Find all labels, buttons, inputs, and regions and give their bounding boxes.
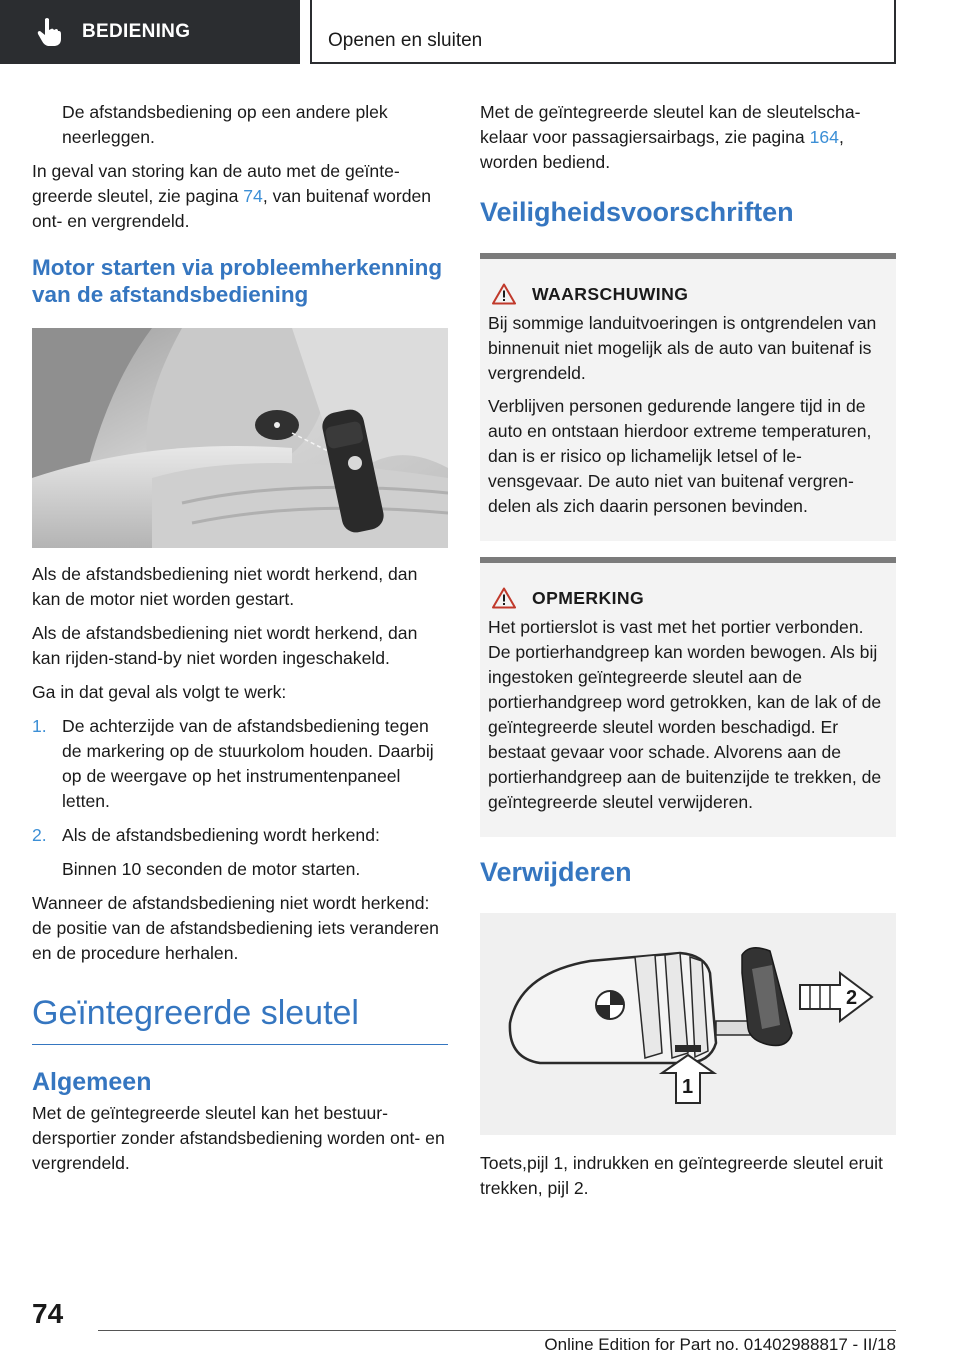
integrated-key-illustration [480,913,896,1135]
note-title: OPMERKING [532,587,645,608]
paragraph: De afstandsbediening op een andere plek neerleggen. [62,102,388,147]
text: , worden bediend. [480,127,844,172]
right-column [480,100,896,1210]
warning-title: WAARSCHUWING [532,283,689,304]
step-number: 2. [32,825,47,845]
paragraph [32,159,448,234]
paragraph: Binnen 10 seconden de motor starten. [62,859,361,879]
step-text: De achterzijde van de afstandsbediening tegen de markering op de stuurkolom houden. Daarbij op de weergave op het instrumentenpaneel letten. [62,716,434,811]
footer-divider [98,1330,896,1331]
heading-verwijderen: Verwijderen [480,857,632,887]
warning-triangle-icon [492,283,516,305]
paragraph: Bij sommige landuitvoeringen is ontgrendelen van binnenuit niet mogelijk als de auto van buitenaf is vergrendeld. [488,313,877,383]
text: In geval van storing kan de auto met de geïntegreerde sleutel, zie pagina [32,161,400,206]
paragraph [480,100,896,175]
paragraph: Ga in dat geval als volgt te werk: [32,682,287,702]
paragraph: Verblijven personen gedurende langere tijd in de auto en ontstaan hierdoor extreme temperaturen, dan is er risico op lichamelijk letsel of levensgevaar. De auto niet van buitenaf vergrendelen als zich daarin personen bevinden. [488,396,872,516]
heading-algemeen: Algemeen [32,1068,152,1096]
footer-edition: Online Edition for Part no. 01402988817 - II/18 [544,1335,896,1354]
note-header [488,587,888,609]
paragraph: Als de afstandsbediening niet wordt herkend, dan kan de motor niet worden gestart. [32,564,418,609]
warning-header [488,283,888,305]
paragraph: Het portierslot is vast met het portier verbonden. De portierhandgreep kan worden bewogen. Als bij ingestoken geïntegreerde sleutel aan de portierhandgreep word getrokken, kan de lak of de geïntegreerde sleutel worden beschadigd. Er bestaat gevaar voor schade. Alvorens aan de portierhandgreep aan de buitenzijde te trekken, de geïntegreerde sleutel verwijderen. [488,617,882,812]
page-link-74[interactable]: 74 [243,186,263,206]
warning-box [480,253,896,541]
step-number: 1. [32,716,47,736]
arrow-label-2: 2 [846,987,858,1009]
paragraph: Als de afstandsbediening niet wordt herkend, dan kan rijden-stand-by niet worden ingeschakeld. [32,623,418,668]
section-label: BEDIENING [82,21,191,42]
left-column [32,100,448,1185]
step-text: Als de afstandsbediening wordt herkend: [62,825,380,845]
chapter-title: Openen en sluiten [328,30,483,51]
arrow-label-1: 1 [682,1076,694,1098]
list-item [32,823,448,848]
header-chapter-box [310,0,896,64]
paragraph: Wanneer de afstandsbediening niet wordt herkend: de positie van de afstandsbediening iets veranderen en de procedure herhalen. [32,893,439,963]
warning-triangle-icon [492,587,516,609]
header-section-bar [0,0,300,64]
touch-hand-icon [36,17,62,47]
note-box [480,557,896,837]
steering-column-photo [32,328,448,548]
heading-geintegreerde-sleutel: Geïntegreerde sleutel [32,992,448,1045]
text: , van buitenaf worden ont- en vergrendeld. [32,186,432,231]
paragraph: Met de geïntegreerde sleutel kan het bestuurdersportier zonder afstandsbediening worden ont- en vergrendeld. [32,1103,445,1173]
page-link-164[interactable]: 164 [809,127,839,147]
list-item [32,714,448,814]
page-number: 74 [32,1298,64,1329]
heading-motor-starten: Motor starten via probleemherkenning van de afstandsbediening [32,255,443,307]
paragraph: Toets,pijl 1, indrukken en geïntegreerde sleutel eruit trekken, pijl 2. [480,1153,883,1198]
text: Met de geïntegreerde sleutel kan de sleutelschakelaar voor passagiersairbags, zie pagina [480,102,861,147]
heading-veiligheidsvoorschriften: Veiligheidsvoorschriften [480,197,794,227]
steps-list [32,714,448,848]
